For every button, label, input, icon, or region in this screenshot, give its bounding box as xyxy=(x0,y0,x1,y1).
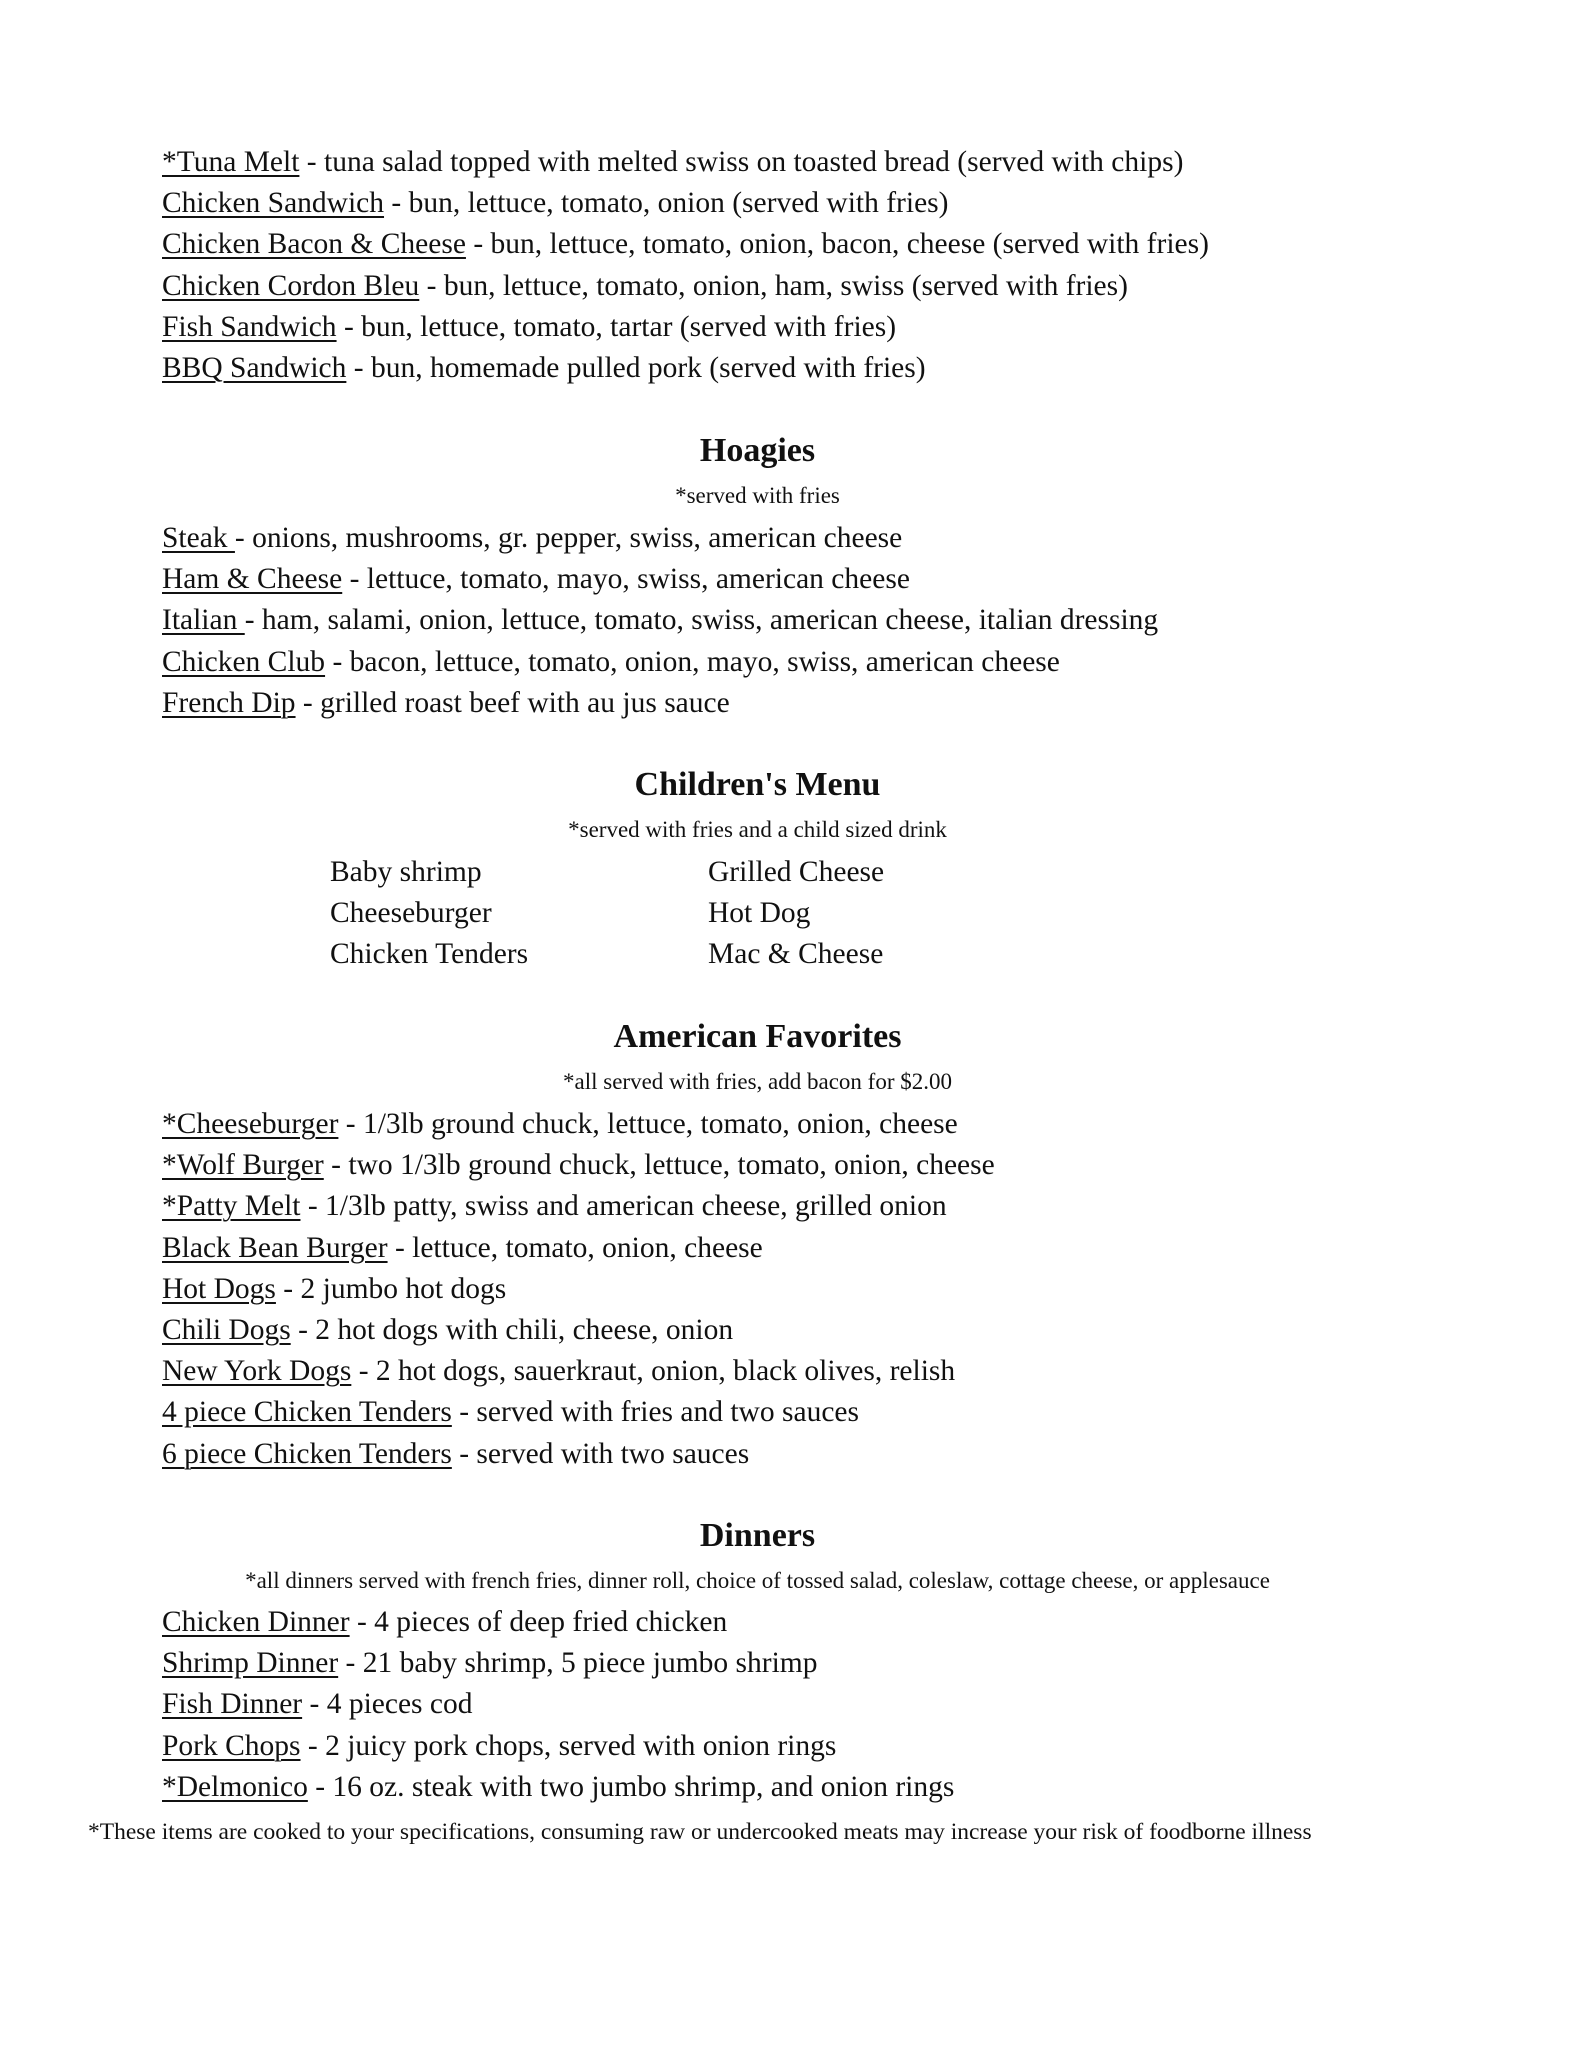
item-name: New York Dogs xyxy=(162,1355,352,1388)
item-description: - bun, homemade pulled pork (served with fries) xyxy=(346,351,926,384)
menu-item xyxy=(162,518,1462,559)
item-name: *Cheeseburger xyxy=(162,1108,339,1140)
item-name: Italian xyxy=(162,604,245,637)
item-name: Chili Dogs xyxy=(162,1313,291,1346)
item-name: Fish Sandwich xyxy=(162,310,337,343)
menu-item xyxy=(162,1643,1462,1684)
hoagies-list xyxy=(162,518,1462,724)
item-name: Chicken Club xyxy=(162,645,326,678)
menu-item xyxy=(162,266,1462,307)
item-description: - lettuce, tomato, onion, cheese xyxy=(387,1231,763,1264)
item-name: 4 piece Chicken Tenders xyxy=(162,1396,452,1429)
item-description: - served with fries and two sauces xyxy=(451,1396,859,1429)
list-item: Cheeseburger xyxy=(330,897,492,930)
list-item: Chicken Tenders xyxy=(330,938,529,971)
item-description: - grilled roast beef with au jus sauce xyxy=(295,686,730,719)
food-safety-disclaimer: *These items are cooked to your specifications, consuming raw or undercooked meats may increase your risk of foodborne illness xyxy=(88,1819,1312,1845)
menu-item xyxy=(162,1269,1462,1310)
item-description: - 21 baby shrimp, 5 piece jumbo shrimp xyxy=(338,1647,818,1680)
american-heading: American Favorites xyxy=(613,1018,902,1055)
item-name: BBQ Sandwich xyxy=(162,351,347,384)
menu-item xyxy=(162,183,1462,224)
item-name: *Delmonico xyxy=(162,1770,308,1803)
item-name: Shrimp Dinner xyxy=(162,1647,339,1680)
menu-item xyxy=(162,1767,1462,1808)
item-description: - 4 pieces of deep fried chicken xyxy=(349,1606,728,1638)
item-description: - 16 oz. steak with two jumbo shrimp, and onion rings xyxy=(307,1770,955,1803)
menu-item xyxy=(162,1684,1462,1725)
menu-item xyxy=(162,142,1462,183)
children-heading: Children's Menu xyxy=(634,766,881,803)
item-name: Chicken Bacon & Cheese xyxy=(162,228,466,261)
item-name: Steak xyxy=(162,522,235,554)
menu-item xyxy=(162,224,1462,265)
item-description: - bun, lettuce, tomato, tartar (served with fries) xyxy=(336,310,897,343)
item-description: - ham, salami, onion, lettuce, tomato, swiss, american cheese, italian dressing xyxy=(244,604,1159,637)
item-name: French Dip xyxy=(162,686,296,719)
item-name: Chicken Cordon Bleu xyxy=(162,269,420,302)
item-description: - 2 hot dogs, sauerkraut, onion, black olives, relish xyxy=(351,1355,956,1388)
menu-item xyxy=(162,559,1462,600)
american-list xyxy=(162,1104,1462,1475)
hoagies-heading: Hoagies xyxy=(699,432,816,469)
item-name: *Wolf Burger xyxy=(162,1149,324,1182)
dinners-note: *all dinners served with french fries, dinner roll, choice of tossed salad, coleslaw, cottage cheese, or applesauce xyxy=(245,1568,1270,1593)
item-description: - two 1/3lb ground chuck, lettuce, tomato, onion, cheese xyxy=(323,1149,995,1182)
menu-item xyxy=(162,1602,1462,1643)
list-item: Baby shrimp xyxy=(330,856,482,888)
menu-item xyxy=(162,1726,1462,1767)
item-name: Hot Dogs xyxy=(162,1272,276,1305)
item-description: - 2 hot dogs with chili, cheese, onion xyxy=(290,1313,734,1346)
item-description: - onions, mushrooms, gr. pepper, swiss, american cheese xyxy=(234,522,903,554)
list-item: Hot Dog xyxy=(708,897,811,930)
dinners-heading: Dinners xyxy=(699,1517,816,1554)
item-description: - 2 juicy pork chops, served with onion rings xyxy=(300,1729,837,1762)
item-name: Ham & Cheese xyxy=(162,563,343,596)
item-description: - bun, lettuce, tomato, onion (served with fries) xyxy=(384,187,949,220)
menu-item xyxy=(162,1351,1462,1392)
list-item: Grilled Cheese xyxy=(708,856,885,888)
menu-item xyxy=(162,1434,1462,1475)
children-note: *served with fries and a child sized drink xyxy=(568,817,947,842)
item-description: - lettuce, tomato, mayo, swiss, american cheese xyxy=(342,563,910,596)
item-description: - 2 jumbo hot dogs xyxy=(275,1272,507,1305)
item-name: Chicken Dinner xyxy=(162,1606,350,1638)
menu-item xyxy=(162,1186,1462,1227)
item-name: Black Bean Burger xyxy=(162,1231,388,1264)
menu-item xyxy=(162,1310,1462,1351)
item-name: 6 piece Chicken Tenders xyxy=(162,1437,452,1470)
item-description: - tuna salad topped with melted swiss on toasted bread (served with chips) xyxy=(299,146,1184,178)
item-name: Chicken Sandwich xyxy=(162,187,385,220)
list-item: Mac & Cheese xyxy=(708,938,884,971)
dinners-list xyxy=(162,1602,1462,1808)
item-name: Pork Chops xyxy=(162,1729,301,1762)
item-description: - 1/3lb ground chuck, lettuce, tomato, onion, cheese xyxy=(338,1108,958,1140)
item-description: - bacon, lettuce, tomato, onion, mayo, swiss, american cheese xyxy=(325,645,1060,678)
item-name: Fish Dinner xyxy=(162,1688,303,1721)
hoagies-note: *served with fries xyxy=(675,483,840,508)
item-description: - served with two sauces xyxy=(451,1437,750,1470)
menu-item xyxy=(162,642,1462,683)
sandwich-list xyxy=(162,142,1462,389)
menu-item xyxy=(162,1392,1462,1433)
item-name: *Tuna Melt xyxy=(162,146,300,178)
menu-item xyxy=(162,683,1462,724)
item-name: *Patty Melt xyxy=(162,1190,301,1223)
american-note: *all served with fries, add bacon for $2.00 xyxy=(563,1069,952,1094)
menu-item xyxy=(162,348,1462,389)
menu-item xyxy=(162,1104,1462,1145)
menu-item xyxy=(162,600,1462,641)
menu-item xyxy=(162,1228,1462,1269)
item-description: - 1/3lb patty, swiss and american cheese, grilled onion xyxy=(300,1190,947,1223)
menu-item xyxy=(162,307,1462,348)
item-description: - bun, lettuce, tomato, onion, ham, swiss (served with fries) xyxy=(419,269,1128,302)
item-description: - 4 pieces cod xyxy=(302,1688,473,1721)
item-description: - bun, lettuce, tomato, onion, bacon, cheese (served with fries) xyxy=(465,228,1209,261)
menu-item xyxy=(162,1145,1462,1186)
